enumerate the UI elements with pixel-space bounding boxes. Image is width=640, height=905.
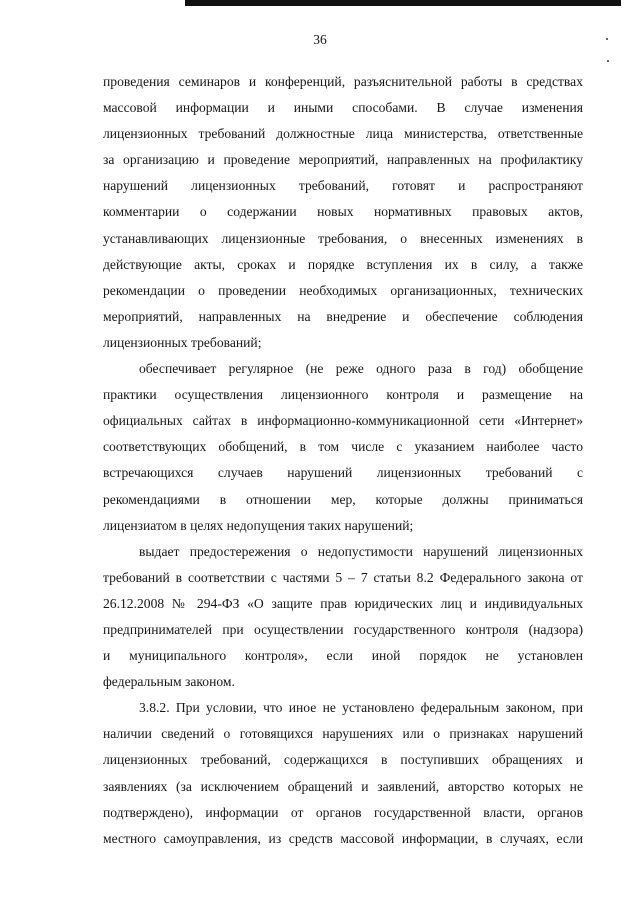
text-line: местного самоуправления, из средств массовой информации, в случаях, если <box>103 830 583 846</box>
text-line: требований в соответствии с частями 5 – 7 статьи 8.2 Федерального закона от <box>103 569 583 585</box>
text-line: комментарии о содержании новых нормативных правовых актов, <box>103 204 583 220</box>
text-line: рекомендациями в отношении мер, которые должны приниматься <box>103 491 583 507</box>
text-line: лицензионных требований, содержащихся в поступивших обращениях и <box>103 752 583 768</box>
text-line: 3.8.2. При условии, что иное не установлено федеральным законом, при <box>139 700 583 716</box>
document-body <box>103 69 583 852</box>
text-line: официальных сайтах в информационно-коммуникационной сети «Интернет» <box>103 413 583 429</box>
text-line: за организацию и проведение мероприятий, направленных на профилактику <box>103 152 583 168</box>
text-line: рекомендации о проведении необходимых организационных, технических <box>103 282 583 298</box>
text-line: и муниципального контроля», если иной порядок не установлен <box>103 648 583 664</box>
text-line: проведения семинаров и конференций, разъяснительной работы в средствах <box>103 74 583 89</box>
text-line: массовой информации и иными способами. В случае изменения <box>103 100 583 116</box>
paragraph <box>103 69 583 356</box>
text-line: устанавливающих лицензионные требования, о внесенных изменениях в <box>103 230 583 246</box>
text-line: практики осуществления лицензионного контроля и размещение на <box>103 387 583 403</box>
paragraph <box>103 695 583 852</box>
text-line: лицензиатом в целях недопущения таких нарушений; <box>103 517 414 533</box>
scan-edge-rule <box>185 0 621 6</box>
paragraph <box>103 356 583 539</box>
text-line: мероприятий, направленных на внедрение и обеспечение соблюдения <box>103 308 583 324</box>
text-line: федеральным законом. <box>103 674 235 690</box>
text-line: нарушений лицензионных требований, готовят и распространяют <box>103 178 583 194</box>
text-line: 26.12.2008 № 294-ФЗ «О защите прав юридических лиц и индивидуальных <box>103 595 583 611</box>
text-line: лицензионных требований; <box>103 334 262 350</box>
paragraph <box>103 539 583 696</box>
text-line: встречающихся случаев нарушений лицензионных требований с <box>103 465 583 481</box>
scan-speck <box>607 60 609 62</box>
text-line: лицензионных требований должностные лица министерства, ответственные <box>103 126 583 142</box>
text-line: действующие акты, сроках и порядке вступления их в силу, а также <box>103 256 583 272</box>
text-line: наличии сведений о готовящихся нарушениях или о признаках нарушений <box>103 726 583 742</box>
text-line: соответствующих обобщений, в том числе с указанием наиболее часто <box>103 439 583 455</box>
text-line: обеспечивает регулярное (не реже одного раза в год) обобщение <box>139 361 583 377</box>
text-line: подтверждено), информации от органов государственной власти, органов <box>103 804 583 820</box>
text-line: выдает предостережения о недопустимости нарушений лицензионных <box>139 543 583 559</box>
text-line: предпринимателей при осуществлении государственного контроля (надзора) <box>103 621 583 637</box>
text-line: заявлениях (за исключением обращений и заявлений, авторство которых не <box>103 778 583 794</box>
page-number: 36 <box>313 32 327 47</box>
